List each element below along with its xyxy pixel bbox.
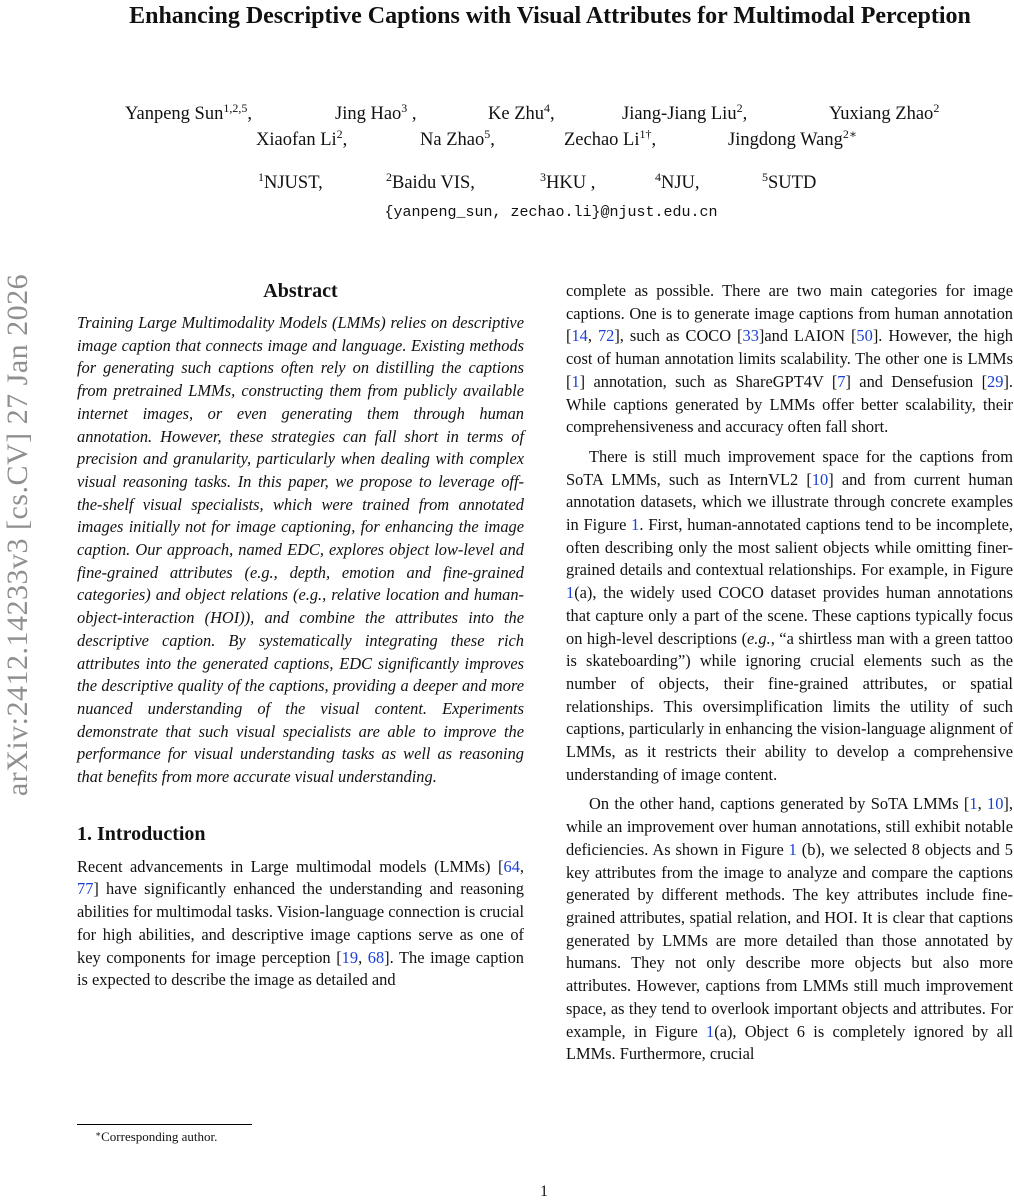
citation-link[interactable]: 29 [987,371,1004,391]
footnote: ∗Corresponding author. [95,1129,218,1144]
citation-link[interactable]: 68 [367,947,385,967]
citation-link[interactable]: 7 [837,371,846,391]
citation-link[interactable]: 72 [597,326,615,346]
affiliation: $^2$Baidu VIS, [386,170,475,193]
abstract-text: Training Large Multimodality Models (LMMs) relies on descriptive image caption that connects image and language. Existing methods for generating such captions often rely on distilling the captions from pretrained LMMs, constructing them from publicly available internet images, or even generating them through human annotation. However, these strategies can fall short in terms of precision and granularity, particularly when dealing with complex visual reasoning tasks. In this paper, we propose to leverage off-the-shelf visual specialists, which were trained from annotated images initially not for image captioning, for enhancing the image caption. Our approach, named EDC, explores object low-level and fine-grained attributes (e.g., depth, emotion and fine-grained categories) and object relations (e.g., relative location and human-object-interaction (HOI)), and combine the attributes into the descriptive caption. By systematically integrating these rich attributes into the generated captions, EDC significantly improves the descriptive quality of the captions, providing a deeper and more nuanced understanding of the visual content. Experiments demonstrate that such visual specialists are able to improve the performance for visual understanding tasks as well as reasoning that benefits from more accurate visual understanding. [77,313,524,787]
intro-paragraph-2: There is still much improvement space for the captions from SoTA LMMs, such as InternVL2 [10] and from current human annotation datasets, which we illustrate through concrete examples in Figure 1. First, human-annotated captions tend to be incomplete, often describing only the most salient objects while omitting finer-grained details and contextual relationships. For example, in Figure 1(a), the widely used COCO dataset provides human annotations that capture only a part of the scene. These captions typically focus on high-level descriptions (e.g., “a shirtless man with a green tattoo is skateboarding”) while ignoring crucial elements such as the number of objects, their fine-grained attributes, or spatial relationships. This oversimplification limits the utility of such captions, particularly in enhancing the vision-language alignment of LMMs, as it restricts their ability to develop a comprehensive understanding of image content. [566,446,1014,784]
author: Zechao $Li^{1\dagger}$, [564,127,657,150]
citation-link[interactable]: 10 [811,469,829,489]
author-list-row-2 [0,127,1014,156]
citation-link[interactable]: 50 [856,326,873,346]
figure-link[interactable]: 1 [706,1021,715,1041]
affiliation: $^1$NJUST, [258,170,323,193]
author: Ke Zhu$^4$, [488,101,555,124]
arxiv-watermark: arXiv:2412.14233v3 [cs.CV] 27 Jan 2026 [1,273,34,797]
citation-link[interactable]: 19 [341,947,359,967]
affiliation: $^4$NJU, [655,170,700,193]
author: Jing Hao$^3$ , [335,101,417,124]
citation-link[interactable]: 1 [571,371,580,391]
author: Jiang-Jiang Liu$^2$, [622,101,748,124]
abstract-heading: Abstract [263,280,338,302]
paper-title: Enhancing Descriptive Captions with Visual Attributes for Multimodal Perception [129,3,971,29]
citation-link[interactable]: 33 [742,326,759,346]
affiliation: $^5$SUTD [762,170,817,193]
figure-link[interactable]: 1 [566,583,575,603]
affiliations [0,170,1014,199]
author-list-row-1 [0,101,1014,130]
footnote-divider [77,1124,252,1125]
right-column [566,280,1013,1066]
citation-link[interactable]: 14 [571,326,588,346]
author: Na Zhao$^5$, [420,127,495,150]
figure-link[interactable]: 1 [631,515,640,535]
intro-paragraph-1: Recent advancements in Large multimodal models (LMMs) [64, 77] have significantly enhanced the understanding and reasoning abilities for multimodal tasks. Vision-language connection is crucial for high abilities, and descriptive image captions serve as one of key components for image perception [19, 68]. The image caption is expected to describe the image as detailed and [77,856,524,990]
intro-paragraph-1-continued: complete as possible. There are two main categories for image captions. One is to generate image captions from human annotation [14, 72], such as COCO [33]and LAION [50]. However, the high cost of human annotation limits scalability. The other one is LMMs [1] annotation, such as ShareGPT4V [7] and Densefusion [29]. While captions generated by LMMs offer better scalability, their comprehensiveness and accuracy often fall short. [566,281,1013,437]
left-column [77,278,524,992]
page-number: 1 [540,1183,548,1200]
citation-link[interactable]: 10 [987,794,1004,814]
author: Yanpeng Sun$^{1,2,5}$, [125,101,252,124]
introduction-heading: 1. Introduction [77,822,206,845]
author: Jingdong Wang$^{2∗}$ [728,127,857,150]
intro-paragraph-3: On the other hand, captions generated by SoTA LMMs [1, 10], while an improvement over human annotations, still exhibit notable deficiencies. As shown in Figure 1 (b), we selected 8 objects and 5 key attributes from the image to analyze and compare the captions generated by different methods. The key attributes include fine-grained attributes, spatial relation, and HOI. It is clear that captions generated by LMMs are more detailed than those annotated by humans. They not only describe more objects but also more attributes. However, captions from LMMs still much improvement space, as they tend to overlook important objects and attributes. For example, in Figure 1(a), Object 6 is completely ignored by all LMMs. Furthermore, crucial [566,794,1014,1064]
author: Yuxiang Zhao$^2$ [829,101,940,124]
citation-link[interactable]: 1 [969,794,978,814]
contact-email: {yanpeng_sun, zechao.li}@njust.edu.cn [384,204,718,221]
citation-link[interactable]: 77 [77,879,94,899]
citation-link[interactable]: 64 [503,856,520,876]
affiliation: $^3$HKU , [540,170,596,193]
figure-link[interactable]: 1 [788,839,797,859]
author: Xiaofan Li$^2$, [256,127,348,150]
